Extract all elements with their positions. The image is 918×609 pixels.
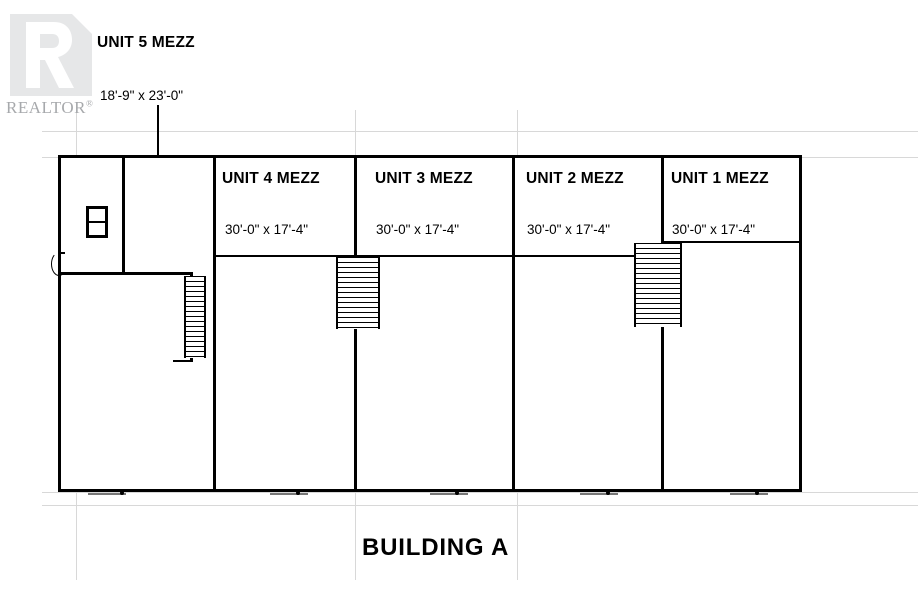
building-outline — [58, 155, 802, 492]
unit-1-dimensions: 30'-0" x 17'-4" — [672, 222, 756, 237]
stairs-unit5 — [184, 276, 206, 358]
wall-tick-5 — [430, 493, 468, 495]
unit-2-dimensions: 30'-0" x 17'-4" — [527, 222, 611, 237]
unit5-office-divider — [86, 221, 108, 223]
mezz-edge-unit3 — [357, 255, 513, 257]
building-title: BUILDING A — [362, 534, 510, 561]
wall-tick-3 — [270, 493, 308, 495]
unit5-mezz-edge-bottom — [173, 360, 193, 362]
wall-tick-2 — [120, 491, 124, 495]
watermark-label — [6, 98, 93, 118]
realtor-logo-icon — [10, 14, 92, 96]
wall-divider-unit3-unit2 — [512, 155, 515, 492]
stairs-unit2 — [634, 243, 682, 327]
wall-divider-unit5-unit4 — [213, 155, 216, 492]
unit5-door-swing-icon — [51, 252, 67, 276]
wall-tick-4 — [296, 491, 300, 495]
mezz-edge-unit4 — [216, 255, 355, 257]
wall-tick-8 — [606, 491, 610, 495]
unit-5-title: UNIT 5 MEZZ — [97, 34, 195, 51]
unit5-interior-wall-horizontal — [61, 272, 193, 275]
wall-tick-10 — [755, 491, 759, 495]
unit5-interior-wall-vertical — [122, 158, 125, 273]
unit-4-dimensions: 30'-0" x 17'-4" — [225, 222, 309, 237]
unit-3-title: UNIT 3 MEZZ — [375, 170, 473, 187]
unit-2-title: UNIT 2 MEZZ — [526, 170, 624, 187]
watermark-brand: REALTOR — [6, 98, 87, 117]
guide-line-bottom — [42, 492, 918, 493]
realtor-watermark — [6, 14, 110, 122]
mezz-edge-unit1 — [664, 241, 802, 243]
watermark-registered-icon: ® — [86, 98, 94, 109]
guide-line-top — [42, 131, 918, 132]
wall-tick-6 — [455, 491, 459, 495]
wall-tick-7 — [580, 493, 618, 495]
watermark-block — [10, 14, 92, 96]
stairs-unit4 — [336, 257, 380, 329]
unit-5-dimensions: 18'-9" x 23'-0" — [100, 88, 184, 103]
unit-3-dimensions: 30'-0" x 17'-4" — [376, 222, 460, 237]
unit-1-title: UNIT 1 MEZZ — [671, 170, 769, 187]
guide-line-lower — [42, 505, 918, 506]
unit-4-title: UNIT 4 MEZZ — [222, 170, 320, 187]
wall-tick-9 — [730, 493, 768, 495]
